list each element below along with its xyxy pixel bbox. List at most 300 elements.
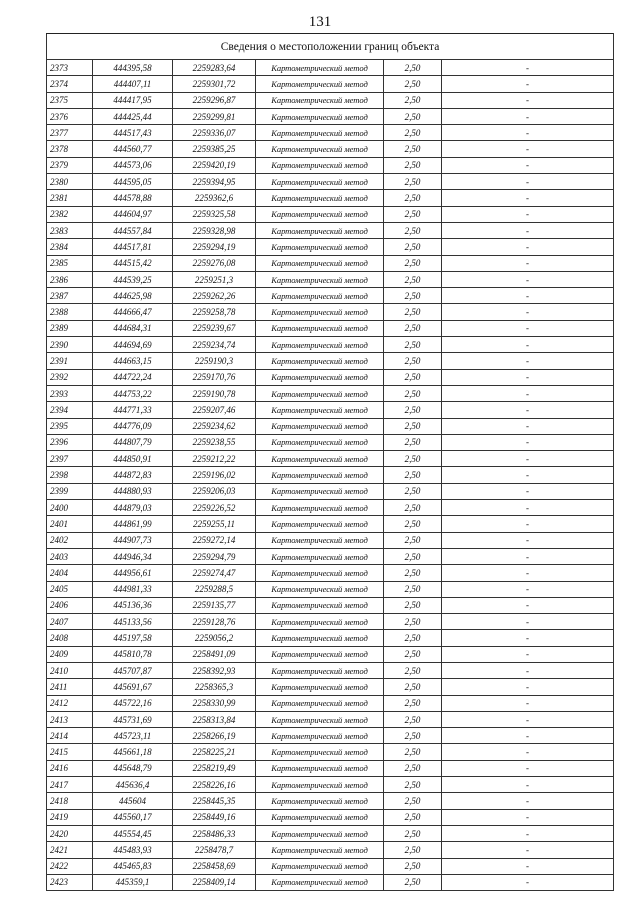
accuracy-cell: 2,50 [384,532,442,548]
method-cell: Картометрический метод [256,320,384,336]
accuracy-cell: 2,50 [384,483,442,499]
x-coordinate-cell: 444776,09 [93,418,173,434]
x-coordinate-cell: 444407,11 [93,76,173,92]
y-coordinate-cell: 2258365,3 [173,679,256,695]
y-coordinate-cell: 2258458,69 [173,858,256,874]
x-coordinate-cell: 444425,44 [93,108,173,124]
accuracy-cell: 2,50 [384,777,442,793]
y-coordinate-cell: 2258225,21 [173,744,256,760]
accuracy-cell: 2,50 [384,614,442,630]
method-cell: Картометрический метод [256,239,384,255]
table-row [47,402,614,418]
point-number-cell: 2398 [47,467,93,483]
description-cell: - [442,60,614,76]
point-number-cell: 2392 [47,369,93,385]
table-row [47,744,614,760]
method-cell: Картометрический метод [256,108,384,124]
x-coordinate-cell: 444573,06 [93,157,173,173]
accuracy-cell: 2,50 [384,271,442,287]
x-coordinate-cell: 444684,31 [93,320,173,336]
description-cell: - [442,793,614,809]
y-coordinate-cell: 2259255,11 [173,516,256,532]
x-coordinate-cell: 444753,22 [93,385,173,401]
method-cell: Картометрический метод [256,646,384,662]
method-cell: Картометрический метод [256,532,384,548]
method-cell: Картометрический метод [256,255,384,271]
point-number-cell: 2404 [47,565,93,581]
table-row [47,288,614,304]
description-cell: - [442,614,614,630]
description-cell: - [442,369,614,385]
accuracy-cell: 2,50 [384,402,442,418]
x-coordinate-cell: 445661,18 [93,744,173,760]
y-coordinate-cell: 2258478,7 [173,842,256,858]
table-row [47,646,614,662]
description-cell: - [442,581,614,597]
x-coordinate-cell: 444880,93 [93,483,173,499]
point-number-cell: 2416 [47,760,93,776]
table-row [47,76,614,92]
point-number-cell: 2401 [47,516,93,532]
table-row [47,500,614,516]
description-cell: - [442,125,614,141]
method-cell: Картометрический метод [256,369,384,385]
description-cell: - [442,565,614,581]
point-number-cell: 2417 [47,777,93,793]
point-number-cell: 2380 [47,174,93,190]
description-cell: - [442,516,614,532]
y-coordinate-cell: 2259299,81 [173,108,256,124]
y-coordinate-cell: 2259420,19 [173,157,256,173]
accuracy-cell: 2,50 [384,695,442,711]
point-number-cell: 2411 [47,679,93,695]
x-coordinate-cell: 444595,05 [93,174,173,190]
description-cell: - [442,842,614,858]
table-row [47,874,614,890]
method-cell: Картометрический метод [256,744,384,760]
table-row [47,222,614,238]
x-coordinate-cell: 445136,36 [93,597,173,613]
accuracy-cell: 2,50 [384,239,442,255]
description-cell: - [442,777,614,793]
x-coordinate-cell: 445560,17 [93,809,173,825]
point-number-cell: 2377 [47,125,93,141]
y-coordinate-cell: 2259385,25 [173,141,256,157]
method-cell: Картометрический метод [256,679,384,695]
y-coordinate-cell: 2259056,2 [173,630,256,646]
point-number-cell: 2393 [47,385,93,401]
accuracy-cell: 2,50 [384,597,442,613]
accuracy-cell: 2,50 [384,190,442,206]
method-cell: Картометрический метод [256,662,384,678]
x-coordinate-cell: 445554,45 [93,825,173,841]
accuracy-cell: 2,50 [384,858,442,874]
method-cell: Картометрический метод [256,597,384,613]
point-number-cell: 2382 [47,206,93,222]
table-row [47,92,614,108]
point-number-cell: 2375 [47,92,93,108]
method-cell: Картометрический метод [256,728,384,744]
method-cell: Картометрический метод [256,402,384,418]
accuracy-cell: 2,50 [384,711,442,727]
description-cell: - [442,809,614,825]
y-coordinate-cell: 2259251,3 [173,271,256,287]
accuracy-cell: 2,50 [384,500,442,516]
method-cell: Картометрический метод [256,858,384,874]
x-coordinate-cell: 445604 [93,793,173,809]
description-cell: - [442,483,614,499]
x-coordinate-cell: 445636,4 [93,777,173,793]
description-cell: - [442,434,614,450]
x-coordinate-cell: 444872,83 [93,467,173,483]
x-coordinate-cell: 444517,81 [93,239,173,255]
x-coordinate-cell: 445483,93 [93,842,173,858]
y-coordinate-cell: 2259272,14 [173,532,256,548]
method-cell: Картометрический метод [256,157,384,173]
description-cell: - [442,500,614,516]
y-coordinate-cell: 2259301,72 [173,76,256,92]
x-coordinate-cell: 444981,33 [93,581,173,597]
description-cell: - [442,206,614,222]
point-number-cell: 2388 [47,304,93,320]
table-row [47,108,614,124]
accuracy-cell: 2,50 [384,630,442,646]
method-cell: Картометрический метод [256,76,384,92]
table-row [47,679,614,695]
x-coordinate-cell: 445359,1 [93,874,173,890]
table-row [47,516,614,532]
method-cell: Картометрический метод [256,695,384,711]
description-cell: - [442,646,614,662]
accuracy-cell: 2,50 [384,760,442,776]
y-coordinate-cell: 2259234,62 [173,418,256,434]
table-row [47,157,614,173]
accuracy-cell: 2,50 [384,874,442,890]
x-coordinate-cell: 445648,79 [93,760,173,776]
x-coordinate-cell: 444861,99 [93,516,173,532]
point-number-cell: 2419 [47,809,93,825]
method-cell: Картометрический метод [256,793,384,809]
table-row [47,728,614,744]
y-coordinate-cell: 2259276,08 [173,255,256,271]
y-coordinate-cell: 2259325,58 [173,206,256,222]
description-cell: - [442,108,614,124]
page-number: 131 [308,14,332,30]
description-cell: - [442,418,614,434]
table-row [47,630,614,646]
accuracy-cell: 2,50 [384,369,442,385]
point-number-cell: 2413 [47,711,93,727]
accuracy-cell: 2,50 [384,141,442,157]
point-number-cell: 2391 [47,353,93,369]
description-cell: - [442,190,614,206]
table-row [47,385,614,401]
method-cell: Картометрический метод [256,760,384,776]
y-coordinate-cell: 2258409,14 [173,874,256,890]
accuracy-cell: 2,50 [384,565,442,581]
point-number-cell: 2396 [47,434,93,450]
accuracy-cell: 2,50 [384,646,442,662]
x-coordinate-cell: 445723,11 [93,728,173,744]
method-cell: Картометрический метод [256,60,384,76]
method-cell: Картометрический метод [256,565,384,581]
point-number-cell: 2410 [47,662,93,678]
point-number-cell: 2376 [47,108,93,124]
table-row [47,190,614,206]
table-row [47,711,614,727]
accuracy-cell: 2,50 [384,288,442,304]
method-cell: Картометрический метод [256,548,384,564]
method-cell: Картометрический метод [256,614,384,630]
accuracy-cell: 2,50 [384,662,442,678]
x-coordinate-cell: 444560,77 [93,141,173,157]
method-cell: Картометрический метод [256,92,384,108]
method-cell: Картометрический метод [256,418,384,434]
accuracy-cell: 2,50 [384,92,442,108]
point-number-cell: 2389 [47,320,93,336]
table-row [47,532,614,548]
accuracy-cell: 2,50 [384,842,442,858]
y-coordinate-cell: 2259196,02 [173,467,256,483]
table-row [47,809,614,825]
description-cell: - [442,92,614,108]
x-coordinate-cell: 444666,47 [93,304,173,320]
accuracy-cell: 2,50 [384,60,442,76]
accuracy-cell: 2,50 [384,434,442,450]
description-cell: - [442,630,614,646]
point-number-cell: 2384 [47,239,93,255]
table-row [47,842,614,858]
table-row [47,581,614,597]
method-cell: Картометрический метод [256,288,384,304]
point-number-cell: 2406 [47,597,93,613]
table-row [47,418,614,434]
y-coordinate-cell: 2259190,78 [173,385,256,401]
method-cell: Картометрический метод [256,206,384,222]
x-coordinate-cell: 444879,03 [93,500,173,516]
method-cell: Картометрический метод [256,125,384,141]
description-cell: - [442,451,614,467]
method-cell: Картометрический метод [256,467,384,483]
description-cell: - [442,353,614,369]
method-cell: Картометрический метод [256,516,384,532]
y-coordinate-cell: 2258392,93 [173,662,256,678]
table-row [47,565,614,581]
accuracy-cell: 2,50 [384,809,442,825]
method-cell: Картометрический метод [256,581,384,597]
accuracy-cell: 2,50 [384,516,442,532]
description-cell: - [442,467,614,483]
x-coordinate-cell: 444663,15 [93,353,173,369]
y-coordinate-cell: 2259288,5 [173,581,256,597]
table-body [47,60,614,891]
y-coordinate-cell: 2258449,16 [173,809,256,825]
x-coordinate-cell: 444604,97 [93,206,173,222]
table-title: Сведения о местоположении границ объекта [47,34,614,60]
method-cell: Картометрический метод [256,809,384,825]
description-cell: - [442,825,614,841]
method-cell: Картометрический метод [256,483,384,499]
table-row [47,255,614,271]
description-cell: - [442,385,614,401]
accuracy-cell: 2,50 [384,418,442,434]
method-cell: Картометрический метод [256,190,384,206]
accuracy-cell: 2,50 [384,793,442,809]
point-number-cell: 2415 [47,744,93,760]
method-cell: Картометрический метод [256,337,384,353]
table-row [47,125,614,141]
table-row [47,662,614,678]
method-cell: Картометрический метод [256,385,384,401]
y-coordinate-cell: 2259283,64 [173,60,256,76]
point-number-cell: 2420 [47,825,93,841]
x-coordinate-cell: 444907,73 [93,532,173,548]
description-cell: - [442,597,614,613]
y-coordinate-cell: 2259394,95 [173,174,256,190]
boundary-coordinates-table [46,33,614,891]
table-row [47,239,614,255]
x-coordinate-cell: 444771,33 [93,402,173,418]
x-coordinate-cell: 444722,24 [93,369,173,385]
table-row [47,858,614,874]
accuracy-cell: 2,50 [384,581,442,597]
accuracy-cell: 2,50 [384,255,442,271]
description-cell: - [442,320,614,336]
table-row [47,271,614,287]
point-number-cell: 2423 [47,874,93,890]
y-coordinate-cell: 2258266,19 [173,728,256,744]
point-number-cell: 2397 [47,451,93,467]
description-cell: - [442,760,614,776]
point-number-cell: 2381 [47,190,93,206]
description-cell: - [442,304,614,320]
point-number-cell: 2418 [47,793,93,809]
x-coordinate-cell: 444946,34 [93,548,173,564]
table-row [47,614,614,630]
description-cell: - [442,157,614,173]
accuracy-cell: 2,50 [384,76,442,92]
method-cell: Картометрический метод [256,711,384,727]
y-coordinate-cell: 2259234,74 [173,337,256,353]
table-row [47,206,614,222]
table-row [47,304,614,320]
x-coordinate-cell: 444539,25 [93,271,173,287]
accuracy-cell: 2,50 [384,825,442,841]
accuracy-cell: 2,50 [384,174,442,190]
accuracy-cell: 2,50 [384,679,442,695]
y-coordinate-cell: 2259262,26 [173,288,256,304]
y-coordinate-cell: 2258330,99 [173,695,256,711]
x-coordinate-cell: 444557,84 [93,222,173,238]
method-cell: Картометрический метод [256,630,384,646]
table-row [47,597,614,613]
point-number-cell: 2408 [47,630,93,646]
description-cell: - [442,402,614,418]
description-cell: - [442,711,614,727]
method-cell: Картометрический метод [256,434,384,450]
method-cell: Картометрический метод [256,271,384,287]
table-row [47,369,614,385]
description-cell: - [442,744,614,760]
description-cell: - [442,271,614,287]
description-cell: - [442,141,614,157]
description-cell: - [442,858,614,874]
accuracy-cell: 2,50 [384,108,442,124]
point-number-cell: 2400 [47,500,93,516]
description-cell: - [442,337,614,353]
y-coordinate-cell: 2259274,47 [173,565,256,581]
y-coordinate-cell: 2259294,19 [173,239,256,255]
accuracy-cell: 2,50 [384,451,442,467]
x-coordinate-cell: 445133,56 [93,614,173,630]
table-row [47,434,614,450]
accuracy-cell: 2,50 [384,206,442,222]
y-coordinate-cell: 2259296,87 [173,92,256,108]
y-coordinate-cell: 2259212,22 [173,451,256,467]
x-coordinate-cell: 444578,88 [93,190,173,206]
accuracy-cell: 2,50 [384,320,442,336]
accuracy-cell: 2,50 [384,744,442,760]
point-number-cell: 2402 [47,532,93,548]
x-coordinate-cell: 444517,43 [93,125,173,141]
table-row [47,777,614,793]
y-coordinate-cell: 2259258,78 [173,304,256,320]
x-coordinate-cell: 445465,83 [93,858,173,874]
y-coordinate-cell: 2259336,07 [173,125,256,141]
accuracy-cell: 2,50 [384,304,442,320]
method-cell: Картометрический метод [256,842,384,858]
accuracy-cell: 2,50 [384,353,442,369]
accuracy-cell: 2,50 [384,467,442,483]
x-coordinate-cell: 444694,69 [93,337,173,353]
x-coordinate-cell: 445707,87 [93,662,173,678]
point-number-cell: 2395 [47,418,93,434]
x-coordinate-cell: 444417,95 [93,92,173,108]
x-coordinate-cell: 444956,61 [93,565,173,581]
point-number-cell: 2414 [47,728,93,744]
x-coordinate-cell: 444395,58 [93,60,173,76]
y-coordinate-cell: 2259135,77 [173,597,256,613]
x-coordinate-cell: 445197,58 [93,630,173,646]
y-coordinate-cell: 2259190,3 [173,353,256,369]
accuracy-cell: 2,50 [384,222,442,238]
accuracy-cell: 2,50 [384,385,442,401]
method-cell: Картометрический метод [256,353,384,369]
table-row [47,174,614,190]
accuracy-cell: 2,50 [384,157,442,173]
y-coordinate-cell: 2258491,09 [173,646,256,662]
x-coordinate-cell: 444807,79 [93,434,173,450]
point-number-cell: 2374 [47,76,93,92]
x-coordinate-cell: 445722,16 [93,695,173,711]
point-number-cell: 2412 [47,695,93,711]
x-coordinate-cell: 444850,91 [93,451,173,467]
method-cell: Картометрический метод [256,825,384,841]
x-coordinate-cell: 444625,98 [93,288,173,304]
description-cell: - [442,532,614,548]
point-number-cell: 2378 [47,141,93,157]
point-number-cell: 2421 [47,842,93,858]
x-coordinate-cell: 444515,42 [93,255,173,271]
table-row [47,141,614,157]
point-number-cell: 2373 [47,60,93,76]
table-row [47,337,614,353]
table-row [47,320,614,336]
y-coordinate-cell: 2259128,76 [173,614,256,630]
x-coordinate-cell: 445691,67 [93,679,173,695]
method-cell: Картометрический метод [256,451,384,467]
y-coordinate-cell: 2258486,33 [173,825,256,841]
